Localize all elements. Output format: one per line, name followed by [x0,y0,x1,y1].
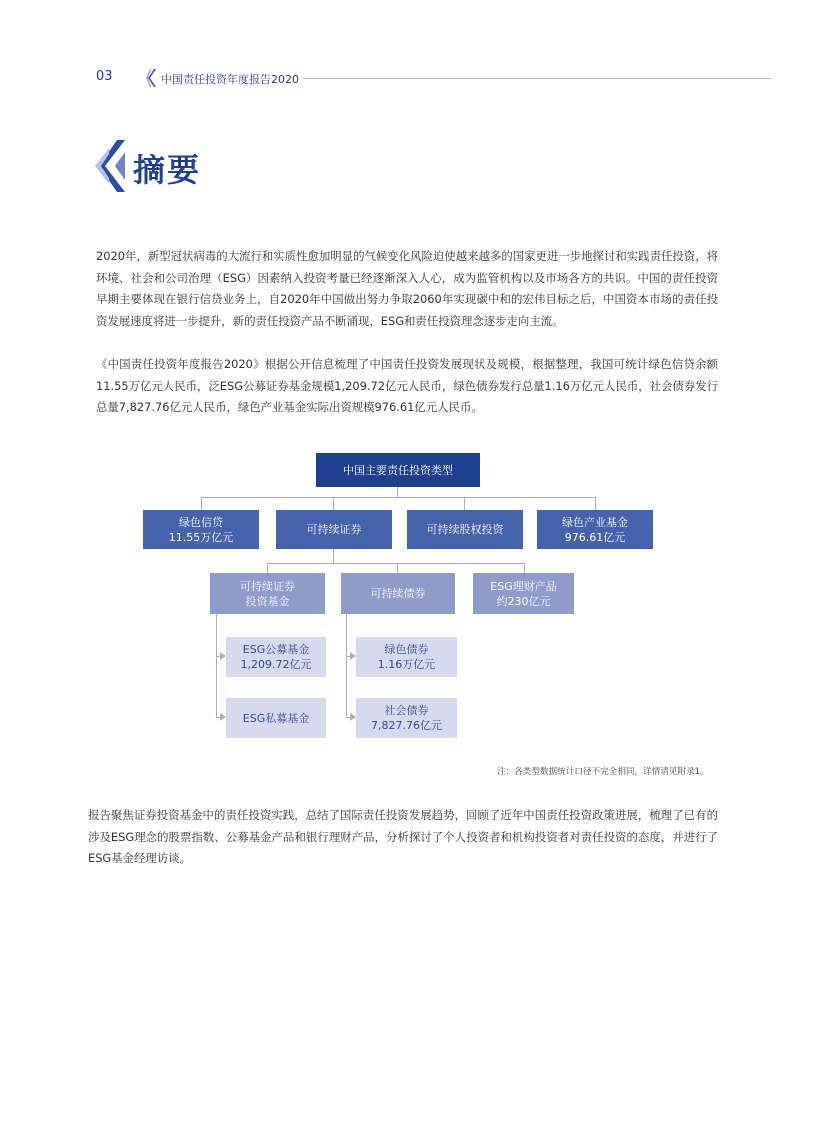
report-title: 中国责任投资年度报告2020 [161,73,299,86]
summary-paragraph-3: 报告聚焦证券投资基金中的责任投资实践，总结了国际责任投资发展趋势，回顾了近年中国责任投资政策进展，梳理了已有的涉及ESG理念的股票指数、公募基金产品和银行理财产品，分析探讨了个人投资者和机构投资者对责任投资的态度，并进行了ESG基金经理访谈。 [88,808,718,866]
sustainable-equity-box [407,510,523,549]
page-title: 摘要 [133,151,202,189]
social-bond-name: 社会债券 [384,704,429,717]
connector [267,563,524,564]
connector [333,549,334,563]
esg-private-fund-label: ESG私募基金 [242,711,310,725]
connector [267,563,268,573]
diagram-note: 注：各类型数据统计口径不完全相同，详情请见附录1。 [497,767,709,777]
esg-public-fund-name: ESG公募基金 [242,643,310,656]
esg-public-fund-box [226,637,326,677]
sustainable-equity-label: 可持续股权投资 [426,523,504,536]
esg-private-fund-box [226,698,326,738]
green-industry-fund-name: 绿色产业基金 [562,515,628,529]
diagram-root-label: 中国主要责任投资类型 [343,463,453,477]
green-bond-value: 1.16万亿元 [377,658,436,671]
social-bond-box [356,698,457,738]
green-credit-box [143,510,259,549]
connector [201,497,596,498]
connector [216,614,217,717]
green-credit-value: 11.55万亿元 [168,530,234,544]
connector [346,614,347,717]
green-credit-name: 绿色信贷 [179,515,223,529]
header-divider [303,78,771,79]
green-industry-fund-box [537,510,653,549]
title-chevron-icon [95,140,125,192]
sustainable-bond-box [341,573,455,614]
summary-paragraph-2: 《中国责任投资年度报告2020》根据公开信息梳理了中国责任投资发展现状及规模，根据整理，我国可统计绿色信贷余额11.55万亿元人民币，泛ESG公募证券基金规模1,209.72亿元人民币，绿色债券发行总量1.16万亿元人民币，社会债券发行总量7,827.76亿元人民币，绿色产业基金实际出资规模976.61亿元人民币。 [96,357,718,415]
securities-fund-line2: 投资基金 [245,594,290,608]
green-bond-name: 绿色债券 [384,643,429,656]
esg-wealth-value: 约230亿元 [496,594,551,608]
securities-fund-line1: 可持续证券 [240,579,295,593]
connector [464,497,465,510]
connector [201,497,202,510]
green-industry-fund-value: 976.61亿元 [564,530,626,544]
connector [397,563,398,573]
green-bond-box [356,637,457,677]
connector [595,497,596,510]
page-number: 03 [96,69,113,84]
esg-wealth-name: ESG理财产品 [490,579,557,593]
chevron-left-icon [146,69,156,87]
connector [397,487,398,497]
esg-wealth-box [473,573,574,614]
summary-paragraph-1: 2020年，新型冠状病毒的大流行和实质性愈加明显的气候变化风险迫使越来越多的国家更进一步地探讨和实践责任投资，将环境、社会和公司治理（ESG）因素纳入投资考量已经逐渐深入人心，成为监管机构以及市场各方的共识。中国的责任投资早期主要体现在银行信贷业务上，自2020年中国做出努力争取2060年实现碳中和的宏伟目标之后，中国资本市场的责任投资发展速度将进一步提升，新的责任投资产品不断涌现，ESG和责任投资理念逐步走向主流。 [96,249,718,328]
sustainable-securities-box [276,510,392,549]
esg-public-fund-value: 1,209.72亿元 [240,658,312,671]
sustainable-securities-label: 可持续证券 [306,523,362,536]
social-bond-value: 7,827.76亿元 [371,719,442,732]
sustainable-bond-label: 可持续债券 [370,587,426,600]
connector [333,497,334,510]
securities-fund-box [210,573,325,614]
connector [524,563,525,573]
diagram-root [316,453,480,487]
